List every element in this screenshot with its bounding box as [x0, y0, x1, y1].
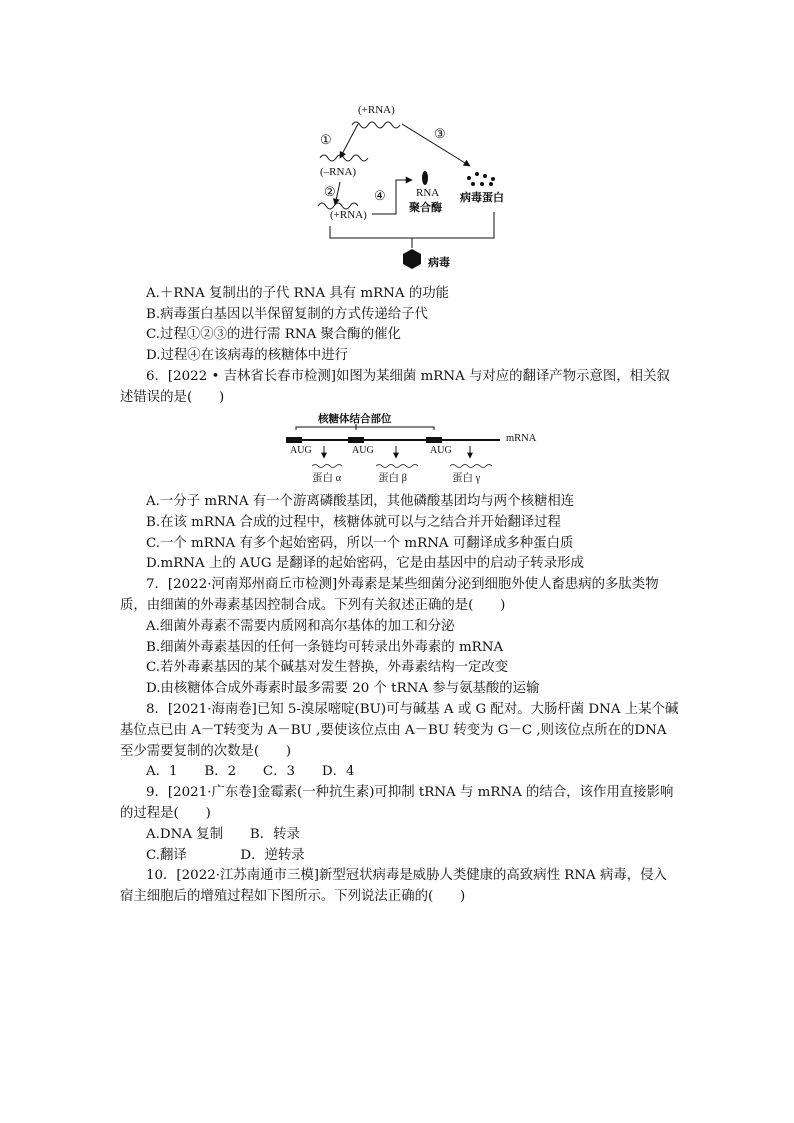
- label-aug-1: AUG: [290, 445, 312, 456]
- label-protein-alpha: 蛋白 α: [312, 473, 342, 484]
- label-step3: ③: [434, 126, 446, 141]
- q5-option-b: B.病毒蛋白基因以半保留复制的方式传递给子代: [146, 307, 428, 322]
- q8-stem-line2: 基位点已由 A－T转变为 A－BU ,要使该位点由 A－BU 转变为 G－C ,则该位点所在的DNA: [120, 723, 667, 738]
- q5-option-a: A.＋RNA 复制出的子代 RNA 具有 mRNA 的功能: [146, 286, 450, 301]
- q8-stem-line1: 8．[2021·海南卷]已知 5-溴尿嘧啶(BU)可与碱基 A 或 G 配对。大肠杆菌 DNA 上某个碱: [146, 702, 679, 717]
- q7-option-d: D.由核糖体合成外毒素时最多需要 20 个 tRNA 参与氨基酸的运输: [146, 681, 540, 696]
- label-rna-polymerase-2: 聚合酶: [409, 202, 442, 214]
- label-protein-beta: 蛋白 β: [378, 473, 407, 484]
- q6-option-a: A.一分子 mRNA 有一个游离磷酸基团，其他磷酸基团均与两个核糖相连: [146, 494, 575, 509]
- label-protein-gamma: 蛋白 γ: [452, 473, 481, 484]
- label-aug-2: AUG: [352, 445, 374, 456]
- q6-option-d: D.mRNA 上的 AUG 是翻译的起始密码，它是由基因中的启动子转录形成: [146, 556, 584, 571]
- label-step4: ④: [374, 188, 386, 203]
- label-step2: ②: [324, 184, 336, 199]
- ribosome-site-bracket: [296, 427, 434, 430]
- q7-stem-line1: 7．[2022·河南郑州商丘市检测]外毒素是某些细菌分泌到细胞外使人畜患病的多肽类物: [146, 577, 659, 592]
- label-virus-protein: 病毒蛋白: [460, 192, 504, 204]
- label-rna-polymerase-1: RNA: [416, 187, 440, 199]
- q5-option-d: D.过程④在该病毒的核糖体中进行: [146, 348, 348, 363]
- q7-option-b: B.细菌外毒素基因的任何一条链均可转录出外毒素的 mRNA: [146, 640, 504, 655]
- q9-stem-line1: 9．[2021·广东卷]金霉素(一种抗生素)可抑制 tRNA 与 mRNA 的结合，该作用直接影响: [146, 785, 674, 800]
- label-step1: ①: [320, 132, 332, 147]
- peptide-alpha: [312, 465, 342, 468]
- q6-stem-line2: 述错误的是( ): [120, 390, 225, 405]
- q8-stem-line3: 至少需要复制的次数是( ): [120, 744, 292, 759]
- ribosome-site-1: [286, 437, 302, 443]
- q7-stem-line2: 质，由细菌的外毒素基因控制合成。下列有关叙述正确的是( ): [120, 598, 506, 613]
- q8-options: A．1 B．2 C．3 D．4: [146, 764, 355, 779]
- label-ribosome-site: 核糖体结合部位: [318, 414, 392, 425]
- peptide-gamma: [450, 465, 492, 468]
- q9-stem-line2: 的过程是( ): [120, 806, 211, 821]
- label-minus-rna: (–RNA): [320, 166, 357, 178]
- ribosome-site-2: [348, 437, 364, 443]
- q6-option-c: C.一个 mRNA 有多个起始密码，所以一个 mRNA 可翻译成多种蛋白质: [146, 536, 574, 551]
- ribosome-site-3: [426, 437, 442, 443]
- q10-stem-line1: 10．[2022·江苏南通市三模]新型冠状病毒是威胁人类健康的高致病性 RNA 病毒，侵入: [146, 868, 667, 883]
- peptide-beta: [376, 465, 418, 468]
- mrna-translation-svg: [0, 0, 794, 500]
- q9-options-line2: C.翻译 D．逆转录: [146, 848, 305, 863]
- q6-stem-line1: 6．[2022 • 吉林省长春市检测]如图为某细菌 mRNA 与对应的翻译产物示意图，相关叙: [146, 369, 670, 384]
- q9-options-line1: A.DNA 复制 B．转录: [146, 827, 300, 842]
- label-virus: 病毒: [428, 257, 450, 269]
- label-plus-rna-bottom: (+RNA): [330, 209, 367, 221]
- q5-option-c: C.过程①②③的进行需 RNA 聚合酶的催化: [146, 327, 401, 342]
- q7-option-a: A.细菌外毒素不需要内质网和高尔基体的加工和分泌: [146, 619, 455, 634]
- label-aug-3: AUG: [430, 445, 452, 456]
- q7-option-c: C.若外毒素基因的某个碱基对发生替换，外毒素结构一定改变: [146, 660, 509, 675]
- q10-stem-line2: 宿主细胞后的增殖过程如下图所示。下列说法正确的( ): [120, 889, 466, 904]
- label-mrna: mRNA: [506, 433, 537, 444]
- label-plus-rna-top: (+RNA): [358, 104, 395, 116]
- q6-option-b: B.在该 mRNA 合成的过程中，核糖体就可以与之结合并开始翻译过程: [146, 515, 561, 530]
